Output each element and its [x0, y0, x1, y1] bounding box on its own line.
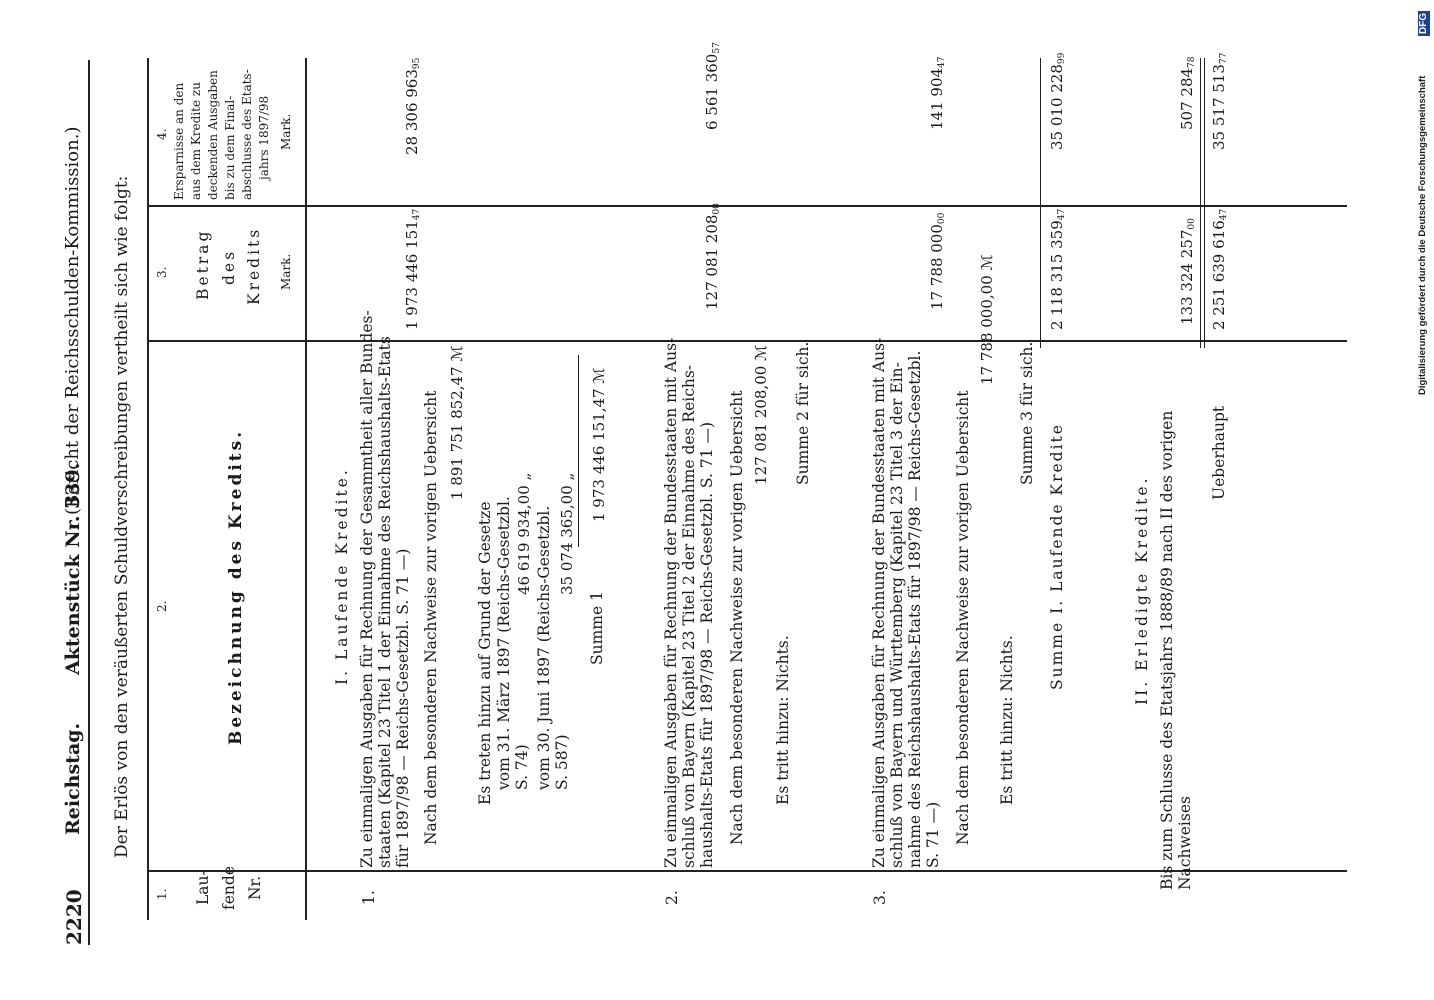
row2-nr: 2.	[663, 890, 681, 905]
col4-line-3: deckenden Ausgaben	[206, 70, 220, 200]
section2-title: II. Erledigte Kredite.	[1133, 475, 1151, 705]
dfg-logo: DFG	[1418, 12, 1429, 34]
section1-total-label: Summe I. Laufende Kredite	[1048, 423, 1066, 690]
col4-line-1: Ersparnisse an den	[172, 82, 186, 200]
row3-sum-label: Summe 3 für sich.	[1018, 341, 1036, 485]
col4-number: 4.	[155, 128, 169, 140]
section2-line-2: Nachweises	[1176, 796, 1194, 890]
row3-line-4: Nach dem besonderen Nachweise zur vorigen Uebersicht	[954, 390, 972, 845]
row1-line-8: vom 30. Juni 1897 (Reichs-Gesetzbl.	[535, 505, 553, 790]
overall-label: Ueberhaupt	[1210, 405, 1228, 500]
row2-line-5: Es tritt hinzu: Nichts.	[774, 635, 792, 805]
row1-line-5: Es treten hinzu auf Grund der Gesetze	[476, 501, 494, 805]
col3-number: 3.	[155, 266, 169, 278]
row3-line-2: schluß von Bayern und Württemberg (Kapitel 23 Titel 3 der Ein-	[888, 362, 906, 868]
header-rule	[88, 60, 90, 945]
credit-text: Digitalisierung gefördert durch die Deutsche Forschungsgemeinschaft	[1417, 75, 1428, 395]
section2-amount: 133 324 $257_{00}$	[1178, 218, 1197, 325]
row1-value-9: 35 074 365,00 „	[558, 472, 576, 595]
col3-unit: Mark.	[279, 253, 293, 290]
row2-savings: 6 561 $360_{57}$	[703, 42, 722, 130]
overall-rule-2	[1204, 58, 1205, 348]
row2-sum-label: Summe 2 für sich.	[794, 341, 812, 485]
row2-value-4: 127 081 208,00 ℳ	[752, 344, 770, 485]
row2-line-4: Nach dem besonderen Nachweise zur vorigen Uebersicht	[728, 390, 746, 845]
row1-value-4: 1 891 751 852,47 ℳ	[448, 345, 466, 500]
section1-total-rule	[1040, 58, 1041, 348]
row1-sum-label: Summe 1	[588, 591, 606, 665]
row2-line-3: haushalts-Etats für 1897/98 — Reichs-Gesetzbl. S. 71 —)	[698, 421, 716, 868]
col2-title: Bezeichnung des Kredits.	[226, 428, 246, 745]
row1-value-7: 46 619 934,00 „	[515, 472, 533, 595]
col4-line-4: bis zu dem Final-	[223, 95, 237, 200]
col2-number: 2.	[155, 600, 169, 612]
col1-label-a: Lau-	[194, 870, 212, 905]
col3-separator	[147, 205, 1347, 207]
section1-total-amount: 2 118 315 $359_{47}$	[1048, 208, 1067, 330]
col4-line-5: abschlusse des Etats-	[240, 69, 254, 200]
overall-amount: 2 251 639 $616_{47}$	[1210, 208, 1229, 330]
row1-line-3: für 1897/98 — Reichs-Gesetzbl. S. 71 —)	[394, 548, 412, 868]
row1-nr: 1.	[360, 890, 378, 905]
row2-line-1: Zu einmaligen Ausgaben für Rechnung der Bundesstaaten mit Aus-	[662, 337, 680, 868]
section1-title: I. Laufende Kredite.	[333, 467, 351, 685]
row1-line-7: S. 74)	[513, 744, 531, 790]
row3-line-5: Es tritt hinzu: Nichts.	[998, 635, 1016, 805]
document-number: Aktenstück Nr. 339.	[62, 462, 84, 675]
section1-total-savings: 35 010 $228_{99}$	[1048, 52, 1067, 150]
col1-label-c: Nr.	[246, 875, 264, 900]
row2-line-2: schluß von Bayern (Kapitel 23 Titel 2 der Einnahme des Reichs-	[680, 364, 698, 868]
report-title: (Bericht der Reichsschulden-Kommission.)	[62, 126, 83, 515]
col3-label-c: Kredits	[245, 226, 263, 305]
col4-unit: Mark.	[279, 113, 293, 150]
header-bottom-rule	[305, 58, 307, 920]
row3-nr: 3.	[871, 890, 889, 905]
col2-separator	[147, 340, 1347, 342]
row1-line-6: vom 31. März 1897 (Reichs-Gesetzbl.	[495, 496, 513, 790]
row1-sum-rule	[578, 355, 579, 547]
row1-savings: 28 306 $963_{95}$	[403, 57, 422, 155]
section2-line-1: Bis zum Schlusse des Etatsjahrs 1888/89 nach II des vorigen	[1158, 410, 1176, 890]
row3-amount: 17 788 $000_{00}$	[928, 212, 947, 310]
row3-line-3b: S. 71 —)	[924, 801, 942, 868]
table-top-rule	[147, 58, 149, 920]
row3-line-3: nahme des Reichshaushalts-Etats für 1897/98 — Reichs-Gesetzbl.	[906, 350, 924, 868]
row1-line-2: staaten (Kapitel 23 Titel 1 der Einnahme des Reichshaushalts-Etats	[376, 336, 394, 868]
col1-label-b: fende	[220, 866, 238, 910]
col3-label-a: Betrag	[194, 228, 212, 300]
col4-line-2: aus dem Kredite zu	[189, 82, 203, 200]
parliament-name: Reichstag.	[62, 722, 84, 835]
row3-savings: 141 $904_{47}$	[928, 56, 947, 130]
overall-rule-1	[1200, 58, 1201, 348]
intro-text: Der Erlös von den veräußerten Schuldverschreibungen vertheilt sich wie folgt:	[112, 175, 132, 858]
row1-line-9: S. 587)	[553, 734, 571, 790]
row1-line-4: Nach dem besonderen Nachweise zur vorigen Uebersicht	[422, 390, 440, 845]
col3-label-b: des	[220, 248, 238, 285]
row2-amount: 127 081 $208_{00}$	[703, 203, 722, 310]
page-number: 2220	[62, 889, 86, 945]
col4-line-6: jahrs 1897/98	[257, 95, 271, 180]
col1-number: 1.	[155, 888, 169, 900]
section2-savings: 507 $284_{78}$	[1178, 56, 1197, 130]
row3-value-4: 17 788 000,00 ℳ	[978, 254, 996, 385]
row1-line-1: Zu einmaligen Ausgaben für Rechnung der Gesammtheit aller Bundes-	[358, 310, 376, 868]
row1-amount: 1 973 446 $151_{47}$	[403, 208, 422, 330]
row1-sum-value: 1 973 446 151,47 ℳ	[590, 367, 608, 522]
row3-line-1: Zu einmaligen Ausgaben für Rechnung der Bundesstaaten mit Aus-	[870, 337, 888, 868]
overall-savings: 35 517 $513_{77}$	[1210, 52, 1229, 150]
